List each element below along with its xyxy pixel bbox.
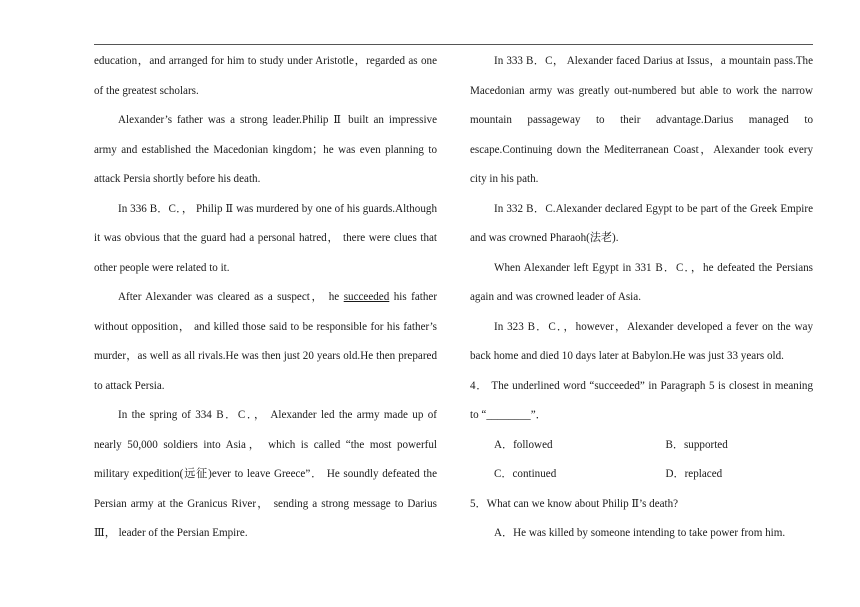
right-column <box>470 47 813 549</box>
text-after-underline: his father without opposition， and killed those said to be responsible for his father’s murder，as well as all rivals.He was then just 20 years old.He then prepared to attack Persia. <box>94 291 438 392</box>
paragraph-egypt: In 332 B．C.Alexander declared Egypt to be part of the Greek Empire and was crowned Pharaoh(法老). <box>470 202 813 244</box>
paragraph-philip-murder: In 336 B．C．， Philip Ⅱ was murdered by one of his guards.Although it was obvious that the guard had a personal hatred， there were clues that other people were related to it. <box>94 202 437 274</box>
question-4-stem: 4． The underlined word “succeeded” in Paragraph 5 is closest in meaning to “________”． <box>470 379 813 421</box>
text-before-underline: After Alexander was cleared as a suspect， he <box>118 291 344 303</box>
question-4-option-c: C．continued <box>494 468 557 480</box>
left-column <box>94 47 437 549</box>
question-4-option-b: B．supported <box>665 438 728 451</box>
paragraph-issus: In 333 B．C， Alexander faced Darius at Issus，a mountain pass.The Macedonian army was greatly out-numbered but able to work the narrow mountain passageway to their advantage.Darius managed to escape.Continuing down the Mediterranean Coast，Alexander took every city in his path. <box>470 55 813 185</box>
paragraph-philip-leader: Alexander’s father was a strong leader.Philip Ⅱ built an impressive army and established the Macedonian kingdom；he was even planning to attack Persia shortly before his death. <box>94 114 437 185</box>
question-4-option-a: A．followed <box>494 438 553 451</box>
question-4-options-row-1 <box>470 431 813 461</box>
question-4-option-d: D．replaced <box>665 468 723 480</box>
header-rule <box>94 44 813 45</box>
paragraph-asia-expedition: In the spring of 334 B．C．， Alexander led the army made up of nearly 50,000 soldiers into Asia， which is called “the most powerful military expedition(远征)ever to leave Greece”． He soundly defeated the Persian army at the Granicus River， sending a strong message to Darius Ⅲ， leader of the Persian Empire. <box>94 409 437 539</box>
paragraph-asia-leader: When Alexander left Egypt in 331 B．C．，he defeated the Persians again and was crowned leader of Asia. <box>470 261 813 303</box>
paragraph-continuation: education，and arranged for him to study under Aristotle，regarded as one of the greatest scholars. <box>94 55 437 97</box>
paragraph-death: In 323 B．C．，however，Alexander developed a fever on the way back home and died 10 days later at Babylon.He was just 33 years old. <box>470 320 813 362</box>
question-5-option-a: A．He was killed by someone intending to take power from him. <box>494 527 786 539</box>
underlined-word: succeeded <box>343 291 390 303</box>
paragraph-alexander-succeeds <box>94 283 437 401</box>
question-5-stem: 5．What can we know about Philip Ⅱ’s death? <box>470 497 679 510</box>
question-4-options-row-2 <box>470 460 813 490</box>
